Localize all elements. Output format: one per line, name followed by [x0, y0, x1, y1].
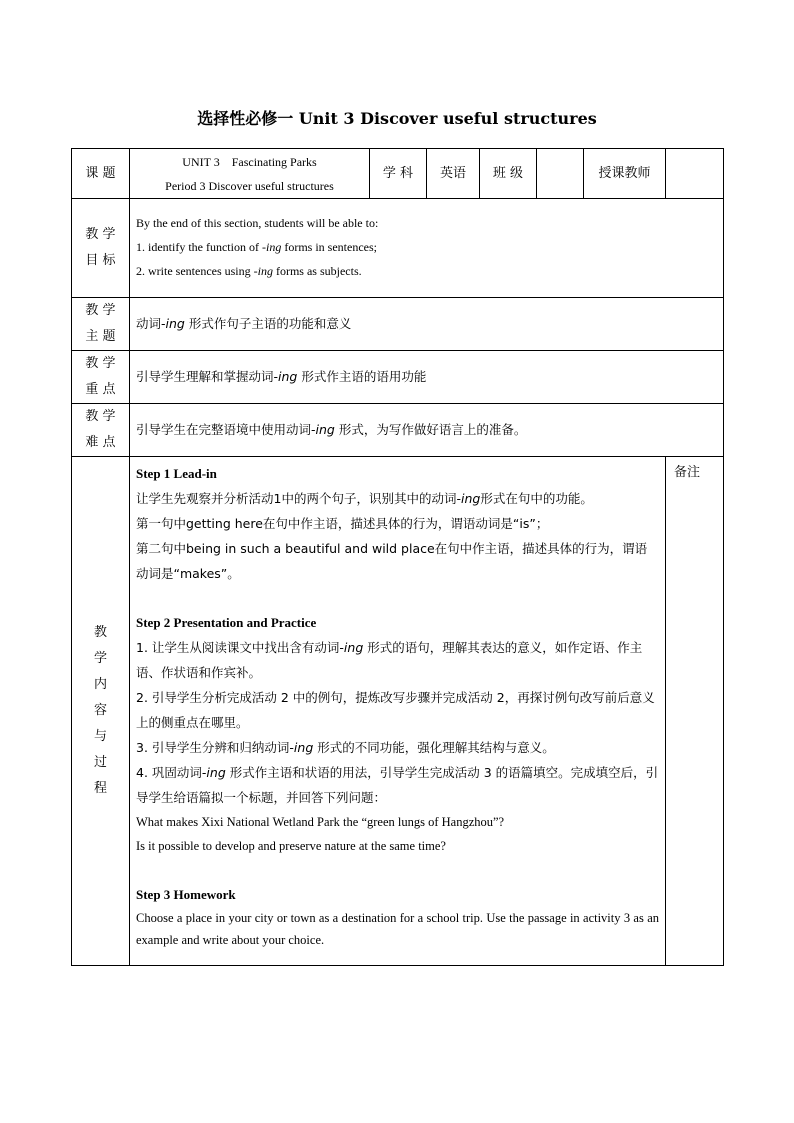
objectives-content: [130, 199, 724, 298]
theme-label: [72, 298, 130, 351]
class-value[interactable]: [537, 149, 584, 199]
notes-label: 备注: [674, 465, 701, 480]
step3-title: Step 3 Homework: [136, 887, 236, 902]
step2-question-2: Is it possible to develop and preserve nature at the same time?: [136, 839, 446, 853]
difficulty-row: [72, 404, 724, 457]
teacher-value[interactable]: [666, 149, 724, 199]
theme-label-a: 教 学: [85, 303, 116, 318]
notes-cell: [666, 457, 724, 966]
step2-para-1: 1. 让学生从阅读课文中找出含有动词-ing 形式的语句，理解其表达的意义，如作定语、作主语、作状语和作宾补。: [136, 640, 643, 680]
course-line-2: Period 3 Discover useful structures: [165, 178, 334, 193]
theme-row: [72, 298, 724, 351]
objectives-label-a: 教 学: [85, 227, 116, 242]
process-label-char: 容: [93, 703, 107, 718]
objectives-intro: By the end of this section, students will be able to:: [136, 216, 379, 230]
process-label-char: 教: [93, 625, 107, 640]
course-line-1: UNIT 3 Fascinating Parks: [182, 154, 317, 169]
theme-content: 动词-ing 形式作句子主语的功能和意义: [130, 298, 724, 351]
step1-para-2: 第一句中getting here在句中作主语，描述具体的行为，谓语动词是“is”；: [136, 516, 549, 531]
step3-para-1: Choose a place in your city or town as a destination for a school trip. Use the passage in activity 3 as an example and write about your choice.: [136, 911, 659, 947]
key-point-label: [72, 351, 130, 404]
process-label: [72, 457, 130, 966]
header-row: [72, 149, 724, 199]
step2-para-4: 4. 巩固动词-ing 形式作主语和状语的用法，引导学生完成活动 3 的语篇填空。完成填空后，引导学生给语篇拟一个标题，并回答下列问题：: [136, 765, 659, 805]
class-label: 班 级: [480, 149, 537, 199]
process-label-char: 与: [93, 729, 107, 744]
subject-label: 学 科: [370, 149, 427, 199]
key-point-label-a: 教 学: [85, 356, 116, 371]
step2-para-2: 2. 引导学生分析完成活动 2 中的例句，提炼改写步骤并完成活动 2，再探讨例句改写前后意义上的侧重点在哪里。: [136, 690, 655, 730]
step2-question-1: What makes Xixi National Wetland Park the “green lungs of Hangzhou”?: [136, 815, 505, 829]
step1-title: Step 1 Lead-in: [136, 466, 217, 481]
objectives-row: [72, 199, 724, 298]
subject-value: 英语: [427, 149, 480, 199]
process-label-char: 学: [93, 651, 107, 666]
difficulty-label-a: 教 学: [85, 409, 116, 424]
theme-label-b: 主 题: [85, 329, 116, 344]
step2-title: Step 2 Presentation and Practice: [136, 615, 317, 630]
process-content: [130, 457, 666, 966]
key-point-label-b: 重 点: [85, 382, 116, 397]
difficulty-label: [72, 404, 130, 457]
objective-item-1: 1. identify the function of -ing forms in sentences;: [136, 240, 377, 254]
process-label-char: 内: [93, 677, 107, 692]
lesson-plan-table: [71, 148, 724, 966]
process-row: [72, 457, 724, 966]
step2-para-3: 3. 引导学生分辨和归纳动词-ing 形式的不同功能，强化理解其结构与意义。: [136, 740, 555, 755]
process-label-char: 程: [93, 781, 107, 796]
objectives-label: [72, 199, 130, 298]
objectives-label-b: 目 标: [85, 253, 116, 268]
page-title: 选择性必修一 Unit 3 Discover useful structures: [197, 109, 597, 128]
course-title-cell: [130, 149, 370, 199]
topic-label: 课 题: [72, 149, 130, 199]
process-label-char: 过: [93, 755, 107, 770]
objective-item-2: 2. write sentences using -ing forms as subjects.: [136, 264, 362, 278]
key-point-row: [72, 351, 724, 404]
key-point-content: 引导学生理解和掌握动词-ing 形式作主语的语用功能: [130, 351, 724, 404]
difficulty-content: 引导学生在完整语境中使用动词-ing 形式，为写作做好语言上的准备。: [130, 404, 724, 457]
teacher-label: 授课教师: [584, 149, 666, 199]
step1-para-3: 第二句中being in such a beautiful and wild place在句中作主语，描述具体的行为，谓语动词是“makes”。: [136, 541, 648, 581]
difficulty-label-b: 难 点: [85, 435, 116, 450]
step1-para-1: 让学生先观察并分析活动1中的两个句子，识别其中的动词-ing形式在句中的功能。: [136, 491, 593, 506]
